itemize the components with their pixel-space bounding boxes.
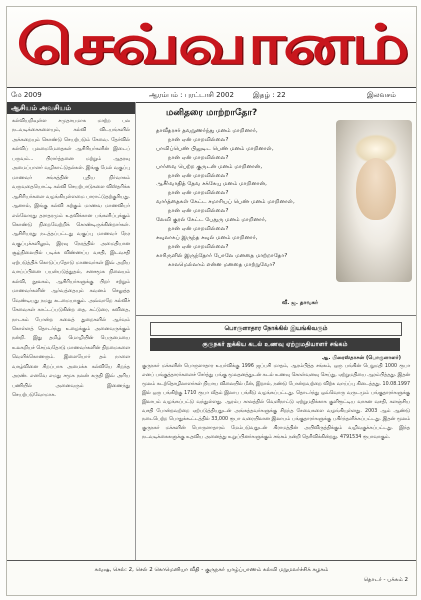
masthead <box>7 7 416 87</box>
poem-line: ஆசீர்வாதித் தேவ சக்கேயு மனம் மாறினான், <box>156 181 267 188</box>
poem-line: நான் ஏன் மாறவில்லை? <box>168 225 229 232</box>
poem-line: தாவீதரசர் தவறுணர்ந்து மனம் மாறினார், <box>156 128 258 134</box>
poem-line: நான் ஏன் மாறவில்லை? <box>168 243 229 250</box>
issue-price: இலவசம் <box>367 91 396 99</box>
poem-lines <box>156 127 346 270</box>
poem-line: காரிருளில் இருந்தோர் போலே மனதை மாற்றாதோ? <box>156 252 288 259</box>
poem-line: காலமெல்லாம் என்ன மனதை மாற்றுவோ? <box>168 261 276 268</box>
issue-start: ஆரம்பம் : புரட்டாசி 2002 <box>149 91 234 99</box>
footer-continued: தொடர் - பக்கம் 2 <box>363 577 408 583</box>
poem-line: பார்வை பெற்ற குருடன் மனம் மாறினான், <box>156 163 263 170</box>
poem-author: வீ. ஜ. தாவகர் <box>282 300 318 306</box>
poem-line: நான் ஏன் மாறவில்லை? <box>168 208 229 215</box>
poem-line: வார்த்தைகள் கேட்ட சமாரியப் பெண் மனம் மாறினாள், <box>156 199 295 206</box>
infant-figure-shape <box>356 158 396 220</box>
issue-month: மே 2009 <box>11 91 42 99</box>
masthead-logo: செவ்வானம் <box>16 12 407 76</box>
article-headline-main: குருநகர் ஐக்கிய கடல் உணவு ஏற்றுமதியாளர் சங்கம் <box>150 338 400 351</box>
poem-line: லேவி குரல் கேட்ட பேதுரு மனம் மாறினார், <box>156 217 267 224</box>
article-headline-top: பொருளாதார நோக்கில் இயங்கிவரும் <box>150 322 402 336</box>
editorial-body: கல்வியறிவுள்ள சமுதாயமாக மாற்ற பல நடவடிக்கைகளையும், கல்வி விடயங்களில் அக்கறையும் கொண்டு செயற்படும் சேவை. தேர்வில் கல்விப் புலமைமேதைகள் ஆசிரியர்களின் இடைப் பருவம்... பிரார்த்தனை மற்றும் ஆதரவு அமைப்பாளர் வழிகாட்டுதல்கள். இங்கு மேல் வகுப்பு மாணவர் சங்கத்தின் புதிய நிர்வாகம் வருவதையொட்டி கல்வி செயற்பாடுகளை விஸ்தரிக்க ஆசிரியர்களை வழங்கியுள்ளமை பாராட்டுதற்குரியது. ஆனால், இங்கு கல்வி கற்கும் மாணவ மாணவியர் எல்லோரது தராதரமும் உதவிக்கான பங்களிப்புக்கும் கொண்டு நிறைவேற்றிக் கொண்டிருக்கின்றார்கள். ஆசிரியரது நடத்தப்பட்டது வகுப்பு மாணவர் நேர வகுப்புக்களிலும், இரவு நேரத்தில் அமைதியான சூழ்நிலையில் படிக்க விண்ணப்ப வசதி, இடவசதி ஏற்படுத்திக் கொடுப்பதோடு மாணவர்கள் இவ் அறிய வாய்ப்பினை பயன்படுத்துதல், சனசமூக நிலையம் கல்வி, நூலகம், ஆசிரியர்களுக்கு பிறர் சற்றும் மாணவர்களின் ஆர்வத்தையும் கவனம் செலுத்த வேண்டியது நமது கடமையாகும். அவ்வாறே கல்விச் சேவைகள் காட்டப்படுகின்ற தை, கட்டுரை, கவிதை, நாடகம் போன்ற கலைத் துறைகளில் ஆர்வம் கொள்ளத் தொடர்ந்து உழைக்கும் அனைவருக்கும் நன்றி. இது தமிழ் மொழியின் பெருமையை உலகறியச் செய்வதோடு மாணவர்களின் திறமைகளை வெளிக்கொணரும். இளையோர் தம் நாளை வாழ்வினை சிறப்பாக அமைக்க கல்வியே சிறந்த அரண். எனவே எமது சமூக நலன் கருதி இவ் அரிய பணியில் அனைவரும் இணைந்து செயற்படுவோமாக. <box>12 118 131 399</box>
poem-line: நான் ஏன் மாறவில்லை? <box>168 154 229 161</box>
footer <box>7 560 416 596</box>
poem-title: மனிதரை மாற்றாதோ? <box>166 108 258 118</box>
editorial-heading: ஆசியம் அவசியம் <box>7 102 135 114</box>
poem-section <box>136 102 416 314</box>
poem-line: பாவிப்பெண் பிலுடிட பெண் மனம் மாறினாள், <box>156 145 274 152</box>
article-body: குருநகர் மக்களின் பொருளாதார உயர்விக்கு 1996 ஜப்பசி மாதம், ஆரம்பித்த சங்கம், ஒரு பங்கின் பெறுமதி 1000 ரூபா எனப் பங்குத்தாரர்களைச் சேர்த்து பங்கு மூலதனத்துடன் கடல் உணவு கொள்வனவு செய்து, ஏற்றுமதியை ஆரம்பித்தது. இதன் மூலம் கடற்தொழிலாளர்கள் நியாய விலையில் மீன், இறால், நண்டு போன்றவற்றை விற்க வாய்ப்பு கிடைத்தது. 10.08.1997 இல் ஒரு பங்கிற்கு 1710 ரூபா வீதம் இலாப பங்கீடு வழங்கப்பட்டது. தொடர்ந்து ஒவ்வொரு வருடமும் பங்குதாரர்களுக்கு இலாபம் வழங்கப்பட்டு வந்துள்ளது. ஆரம்ப காலத்தில் வெளிநாட்டு ஏற்றுமதிக்காக குளிரூட்டிய வாகன வசதி, களஞ்சிய வசதி போன்றவற்றை ஏற்படுத்தியதுடன் அங்கத்தவர்களுக்கு சிறந்த சேவைகளை வழங்கியுள்ளது. 2003 ஆம் ஆண்டு நடைபெற்ற பொதுக்கூட்டத்தில் 33,000 ரூபா வரையிலான இலாபம் பங்குதாரர்களுக்கு பகிர்ந்தளிக்கப்பட்டது. இதன் மூலம் குருநகர் மக்களின் பொருளாதாரம் மேம்படுவதுடன் கிராமத்தின் அபிவிருத்திக்கும் வழிவகுக்கப்பட்டது. இந்த நடவடிக்கைகளுக்கு உதவிய அனைத்து உறுப்பினர்களுக்கும் சங்கம் நன்றி தெரிவிக்கின்றது. 4791534 ரூபாவாகும். <box>142 364 410 441</box>
article-byline: ஆ. பிரைஸ்தாசன் (பொருளாளர்) <box>322 355 401 361</box>
newsletter-page <box>6 6 417 596</box>
poem-line: நான் ஏன் மாறவில்லை? <box>168 190 229 197</box>
issue-info-bar <box>7 87 416 103</box>
poem-line: சவுலாகப் இருந்த சவுல் மனம் மாறினார், <box>156 234 258 241</box>
editorial-column <box>7 102 136 560</box>
issue-number: இதழ் : 22 <box>253 91 286 99</box>
footer-address: கவஷ, செல்: 2, செல் 2 கொமெனியா வீதி - குருநகர் யாழ்ப்பாணம் கல்வி மறுமலர்ச்சிக் கழகம் <box>94 567 329 573</box>
article-section <box>136 315 416 562</box>
infant-jesus-image <box>336 120 412 282</box>
poem-line: நான் ஏன் மாறவில்லை? <box>168 136 229 143</box>
poem-line: நான் ஏன் மாறவில்லை? <box>168 172 229 179</box>
